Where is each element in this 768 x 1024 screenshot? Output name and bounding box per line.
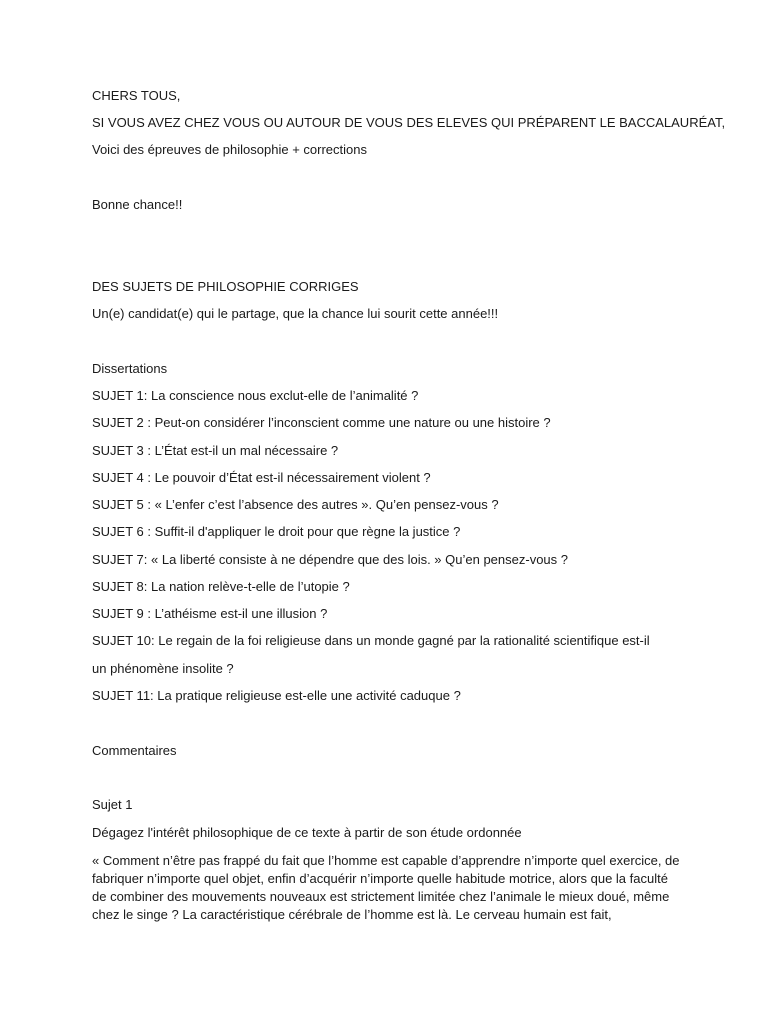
sujet-title: Sujet 1	[92, 797, 133, 812]
list-item: SUJET 8: La nation relève-t-elle de l’utopie ?	[92, 579, 350, 594]
intro-line-1: SI VOUS AVEZ CHEZ VOUS OU AUTOUR DE VOUS DES ELEVES QUI PRÉPARENT LE BACCALAURÉAT,	[92, 115, 726, 130]
greeting: CHERS TOUS,	[92, 88, 181, 103]
commentaires-heading: Commentaires	[92, 743, 177, 758]
instruction-line: Dégagez l'intérêt philosophique de ce texte à partir de son étude ordonnée	[92, 825, 522, 840]
list-item: un phénomène insolite ?	[92, 661, 234, 676]
list-item: SUJET 7: « La liberté consiste à ne dépendre que des lois. » Qu’en pensez-vous ?	[92, 552, 568, 567]
list-item: SUJET 4 : Le pouvoir d’État est-il nécessairement violent ?	[92, 470, 431, 485]
list-item: SUJET 1: La conscience nous exclut-elle de l’animalité ?	[92, 388, 419, 403]
list-item: SUJET 5 : « L’enfer c’est l’absence des autres ». Qu’en pensez-vous ?	[92, 497, 499, 512]
luck-line: Bonne chance!!	[92, 197, 183, 212]
commentary-text: « Comment n’être pas frappé du fait que l’homme est capable d’apprendre n’importe quel exercice, de fabriquer n’importe quel objet, enfin d’acquérir n’importe quelle habitude motrice, alors que la faculté de combiner des mouvements nouveaux est strictement limitée chez l’animale le mieux doué, même chez le singe ? La caractéristique cérébrale de l’homme est là. Le cerveau humain est fait,	[92, 853, 680, 922]
section-subtitle: Un(e) candidat(e) qui le partage, que la chance lui sourit cette année!!!	[92, 306, 499, 321]
intro-line-2: Voici des épreuves de philosophie + corrections	[92, 142, 367, 157]
section-title: DES SUJETS DE PHILOSOPHIE CORRIGES	[92, 279, 359, 294]
list-item: SUJET 10: Le regain de la foi religieuse dans un monde gagné par la rationalité scientifique est-il	[92, 633, 650, 648]
dissertations-heading: Dissertations	[92, 361, 168, 376]
list-item: SUJET 6 : Suffit-il d'appliquer le droit pour que règne la justice ?	[92, 524, 461, 539]
list-item: SUJET 3 : L’État est-il un mal nécessaire ?	[92, 443, 339, 458]
list-item: SUJET 9 : L’athéisme est-il une illusion ?	[92, 606, 328, 621]
list-item: SUJET 2 : Peut-on considérer l’inconscient comme une nature ou une histoire ?	[92, 415, 551, 430]
list-item: SUJET 11: La pratique religieuse est-elle une activité caduque ?	[92, 688, 461, 703]
